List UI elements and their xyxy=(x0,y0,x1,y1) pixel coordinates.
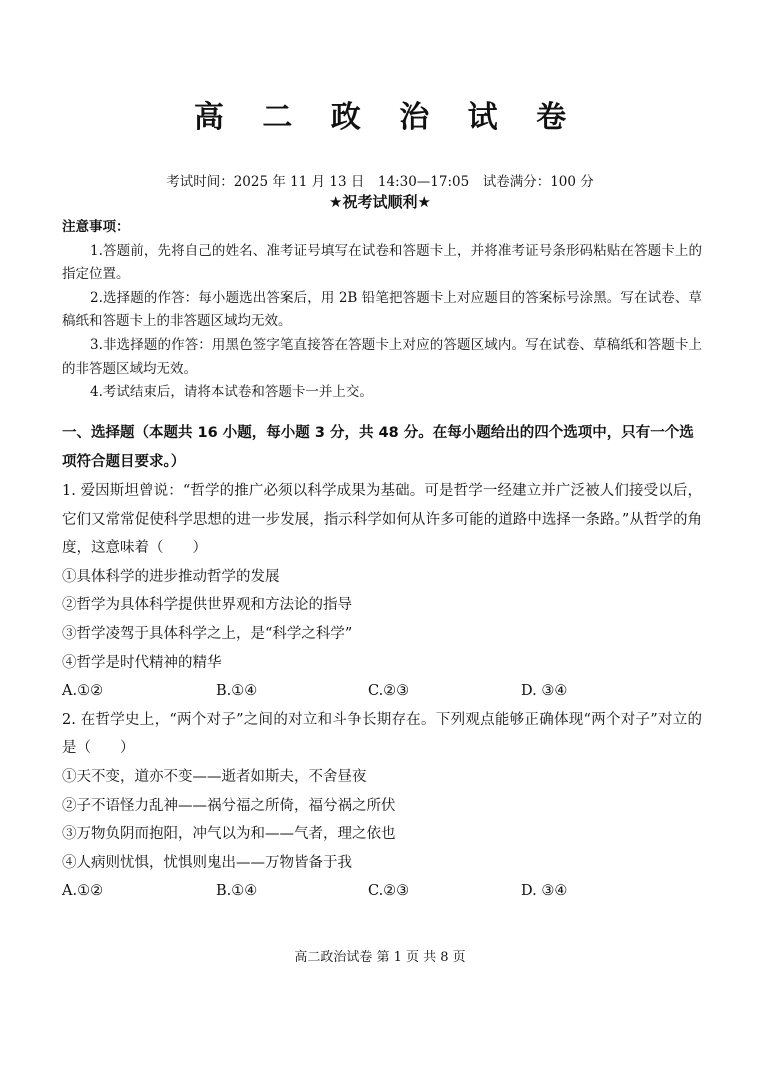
page-footer: 高二政治试卷 第 1 页 共 8 页 xyxy=(294,950,466,965)
question-1-options xyxy=(62,677,702,706)
question-1-statement-1: ①具体科学的进步推动哲学的发展 xyxy=(62,568,280,585)
section-heading: 一、选择题（本题共 16 小题，每小题 3 分，共 48 分。在每小题给出的四个选项中，只有一个选项符合题目要求。） xyxy=(62,425,694,470)
question-2-option-d: D. ③④ xyxy=(521,883,568,900)
question-1-stem: 1. 爱因斯坦曾说：“哲学的推广必须以科学成果为基础。可是哲学一经建立并广泛被人们接受以后，它们又常常促使科学思想的进一步发展，指示科学如何从许多可能的道路中选择一条路。”从哲学的角度，这意味着（ ） xyxy=(62,483,702,557)
question-2-stem: 2. 在哲学史上，“两个对子”之间的对立和斗争长期存在。下列观点能够正确体现“两个对子”对立的是（ ） xyxy=(62,711,702,757)
question-1-statement-4: ④哲学是时代精神的精华 xyxy=(62,654,222,671)
question-2-statement-2: ②子不语怪力乱神——祸兮福之所倚，福兮祸之所伏 xyxy=(62,797,396,814)
question-1-statement-3: ③哲学凌驾于具体科学之上，是“科学之科学” xyxy=(62,625,353,642)
question-2-option-a: A.①② xyxy=(62,883,104,900)
exam-info: 考试时间：2025 年 11 月 13 日 14:30—17:05 试卷满分：100 分 xyxy=(166,174,594,190)
question-2-options xyxy=(62,877,702,906)
notice-item-1: 1.答题前，先将自己的姓名、准考证号填写在试卷和答题卡上，并将准考证号条形码粘贴在答题卡上的指定位置。 xyxy=(62,242,702,283)
notice-block xyxy=(62,216,702,405)
question-1-option-c: C.②③ xyxy=(368,683,410,700)
question-2-option-c: C.②③ xyxy=(368,883,410,900)
question-1 xyxy=(62,477,702,706)
question-1-option-d: D. ③④ xyxy=(521,683,568,700)
question-2-statement-3: ③万物负阴而抱阳，冲气以为和——气者，理之依也 xyxy=(62,826,396,843)
question-list xyxy=(62,477,702,906)
question-2-option-b: B.①④ xyxy=(216,883,258,900)
question-2-statement-4: ④人病则忧惧，忧惧则鬼出——万物皆备于我 xyxy=(62,854,352,871)
notice-item-4: 4.考试结束后，请将本试卷和答题卡一并上交。 xyxy=(90,384,373,401)
question-1-option-b: B.①④ xyxy=(216,683,258,700)
good-luck-line: ★祝考试顺利★ xyxy=(329,193,431,211)
notice-item-3: 3.非选择题的作答：用黑色签字笔直接答在答题卡上对应的答题区域内。写在试卷、草稿纸和答题卡上的非答题区域均无效。 xyxy=(62,336,702,377)
question-1-statement-2: ②哲学为具体科学提供世界观和方法论的指导 xyxy=(62,597,352,614)
question-2 xyxy=(62,706,702,906)
notice-title: 注意事项： xyxy=(62,219,130,235)
question-1-option-a: A.①② xyxy=(62,683,104,700)
exam-title: 高 二 政 治 试 卷 xyxy=(193,100,581,135)
question-2-statement-1: ①天不变，道亦不变——逝者如斯夫，不舍昼夜 xyxy=(62,768,367,785)
notice-item-2: 2.选择题的作答：每小题选出答案后，用 2B 铅笔把答题卡上对应题目的答案标号涂黑。写在试卷、草稿纸和答题卡上的非答题区域均无效。 xyxy=(62,289,702,330)
